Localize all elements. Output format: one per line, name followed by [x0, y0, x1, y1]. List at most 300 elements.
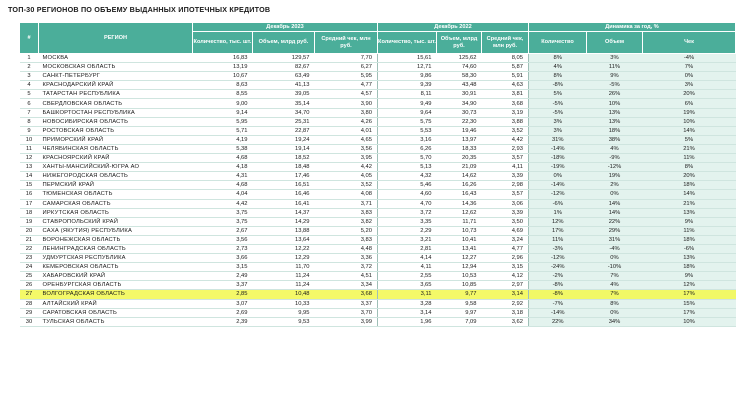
- row-number: 27: [20, 290, 39, 299]
- volume-2023: 35,14: [253, 99, 315, 108]
- row-number: 23: [20, 254, 39, 263]
- volume-2022: 30,73: [437, 108, 482, 117]
- qty-2023: 3,56: [193, 235, 253, 244]
- dyn-qty: -14%: [529, 144, 587, 153]
- dyn-check: 0%: [643, 72, 736, 81]
- volume-2022: 16,43: [437, 190, 482, 199]
- region-name: ТУЛЬСКАЯ ОБЛАСТЬ: [39, 317, 193, 326]
- dyn-volume: 0%: [587, 254, 643, 263]
- region-name: СТАВРОПОЛЬСКИЙ КРАЙ: [39, 217, 193, 226]
- dyn-volume: 13%: [587, 117, 643, 126]
- region-name: ХАНТЫ-МАНСИЙСКИЙ-ЮГРА АО: [39, 163, 193, 172]
- dyn-check: 14%: [643, 126, 736, 135]
- avg-check-2023: 3,90: [315, 99, 378, 108]
- dyn-check: -4%: [643, 54, 736, 63]
- dyn-check: 18%: [643, 263, 736, 272]
- volume-2023: 18,48: [253, 163, 315, 172]
- qty-2023: 16,83: [193, 54, 253, 63]
- dyn-volume: 14%: [587, 199, 643, 208]
- dyn-qty: -5%: [529, 99, 587, 108]
- volume-2022: 43,48: [437, 81, 482, 90]
- volume-2022: 9,58: [437, 299, 482, 308]
- volume-2022: 11,71: [437, 217, 482, 226]
- volume-2022: 22,30: [437, 117, 482, 126]
- volume-2023: 34,70: [253, 108, 315, 117]
- table-row: [20, 290, 736, 299]
- volume-2023: 10,48: [253, 290, 315, 299]
- table-row: [20, 217, 736, 226]
- volume-2023: 39,05: [253, 90, 315, 99]
- table-row: [20, 254, 736, 263]
- dyn-volume: -5%: [587, 81, 643, 90]
- region-name: САХА (ЯКУТИЯ) РЕСПУБЛИКА: [39, 226, 193, 235]
- dyn-volume: 19%: [587, 172, 643, 181]
- region-name: АЛТАЙСКИЙ КРАЙ: [39, 299, 193, 308]
- table-row: [20, 172, 736, 181]
- avg-check-2022: 5,87: [482, 63, 529, 72]
- volume-2023: 17,46: [253, 172, 315, 181]
- row-number: 22: [20, 244, 39, 253]
- region-name: ВОРОНЕЖСКАЯ ОБЛАСТЬ: [39, 235, 193, 244]
- dyn-check: 9%: [643, 217, 736, 226]
- qty-2022: 3,72: [378, 208, 437, 217]
- avg-check-2022: 3,18: [482, 308, 529, 317]
- qty-2022: 5,13: [378, 163, 437, 172]
- dyn-check: 12%: [643, 281, 736, 290]
- qty-2022: 3,28: [378, 299, 437, 308]
- volume-2023: 16,41: [253, 199, 315, 208]
- row-number: 11: [20, 144, 39, 153]
- qty-2023: 4,68: [193, 181, 253, 190]
- row-number: 28: [20, 299, 39, 308]
- qty-2022: 6,26: [378, 144, 437, 153]
- row-number: 9: [20, 126, 39, 135]
- col-header-region: РЕГИОН: [39, 23, 193, 54]
- avg-check-2022: 3,57: [482, 154, 529, 163]
- row-number: 4: [20, 81, 39, 90]
- qty-2022: 3,14: [378, 308, 437, 317]
- avg-check-2023: 6,27: [315, 63, 378, 72]
- table-row: [20, 281, 736, 290]
- volume-2023: 12,22: [253, 244, 315, 253]
- region-name: МОСКВА: [39, 54, 193, 63]
- dyn-volume: 29%: [587, 226, 643, 235]
- avg-check-2023: 3,56: [315, 144, 378, 153]
- avg-check-2022: 4,12: [482, 272, 529, 281]
- table-row: [20, 163, 736, 172]
- table-row: [20, 199, 736, 208]
- region-name: МОСКОВСКАЯ ОБЛАСТЬ: [39, 63, 193, 72]
- dyn-qty: -7%: [529, 299, 587, 308]
- qty-2022: 15,61: [378, 54, 437, 63]
- dyn-volume: 4%: [587, 144, 643, 153]
- region-name: ХАБАРОВСКИЙ КРАЙ: [39, 272, 193, 281]
- dyn-volume: 10%: [587, 99, 643, 108]
- avg-check-2023: 5,95: [315, 72, 378, 81]
- avg-check-2022: 4,69: [482, 226, 529, 235]
- col-header-avg-2023: Средний чек, млн руб.: [315, 32, 378, 54]
- avg-check-2023: 3,80: [315, 108, 378, 117]
- dyn-check: 18%: [643, 235, 736, 244]
- dyn-check: 19%: [643, 108, 736, 117]
- volume-2023: 19,24: [253, 135, 315, 144]
- region-name: ОРЕНБУРГСКАЯ ОБЛАСТЬ: [39, 281, 193, 290]
- qty-2022: 1,96: [378, 317, 437, 326]
- volume-2023: 13,88: [253, 226, 315, 235]
- qty-2022: 2,29: [378, 226, 437, 235]
- dyn-check: 21%: [643, 144, 736, 153]
- avg-check-2022: 3,06: [482, 199, 529, 208]
- volume-2022: 9,97: [437, 308, 482, 317]
- dyn-qty: 31%: [529, 135, 587, 144]
- qty-2022: 5,53: [378, 126, 437, 135]
- region-name: ПРИМОРСКИЙ КРАЙ: [39, 135, 193, 144]
- dyn-qty: 8%: [529, 54, 587, 63]
- qty-2022: 3,65: [378, 281, 437, 290]
- avg-check-2023: 4,01: [315, 126, 378, 135]
- dyn-check: 5%: [643, 135, 736, 144]
- dyn-qty: 11%: [529, 235, 587, 244]
- dyn-volume: 38%: [587, 135, 643, 144]
- col-header-dyn-vol: Объем: [587, 32, 643, 54]
- dyn-volume: 26%: [587, 90, 643, 99]
- dyn-qty: -8%: [529, 281, 587, 290]
- row-number: 14: [20, 172, 39, 181]
- avg-check-2023: 4,48: [315, 244, 378, 253]
- dyn-qty: 4%: [529, 63, 587, 72]
- dyn-qty: -12%: [529, 254, 587, 263]
- qty-2022: 4,11: [378, 263, 437, 272]
- dyn-volume: 8%: [587, 299, 643, 308]
- row-number: 18: [20, 208, 39, 217]
- volume-2023: 41,13: [253, 81, 315, 90]
- table-row: [20, 72, 736, 81]
- avg-check-2022: 3,39: [482, 172, 529, 181]
- table-row: [20, 54, 736, 63]
- volume-2023: 14,37: [253, 208, 315, 217]
- row-number: 8: [20, 117, 39, 126]
- row-number: 12: [20, 154, 39, 163]
- qty-2023: 3,07: [193, 299, 253, 308]
- avg-check-2023: 7,70: [315, 54, 378, 63]
- col-header-qty-2022: Количество, тыс. шт.: [378, 32, 437, 54]
- table-row: [20, 244, 736, 253]
- qty-2023: 4,04: [193, 190, 253, 199]
- qty-2023: 4,68: [193, 154, 253, 163]
- table-body: [20, 54, 736, 327]
- table-row: [20, 90, 736, 99]
- dyn-qty: -14%: [529, 308, 587, 317]
- qty-2022: 2,55: [378, 272, 437, 281]
- row-number: 16: [20, 190, 39, 199]
- avg-check-2022: 4,42: [482, 135, 529, 144]
- volume-2022: 14,36: [437, 199, 482, 208]
- dyn-qty: 5%: [529, 90, 587, 99]
- table-row: [20, 108, 736, 117]
- row-number: 29: [20, 308, 39, 317]
- group-header-2023: Декабрь 2023: [193, 23, 378, 32]
- qty-2022: 2,81: [378, 244, 437, 253]
- avg-check-2023: 3,37: [315, 299, 378, 308]
- table-row: [20, 99, 736, 108]
- row-number: 24: [20, 263, 39, 272]
- dyn-check: 7%: [643, 63, 736, 72]
- dyn-qty: 17%: [529, 226, 587, 235]
- dyn-volume: 4%: [587, 281, 643, 290]
- row-number: 30: [20, 317, 39, 326]
- volume-2022: 7,09: [437, 317, 482, 326]
- qty-2023: 3,15: [193, 263, 253, 272]
- qty-2023: 8,55: [193, 90, 253, 99]
- qty-2023: 2,85: [193, 290, 253, 299]
- volume-2022: 34,90: [437, 99, 482, 108]
- dyn-qty: -12%: [529, 190, 587, 199]
- volume-2022: 12,62: [437, 208, 482, 217]
- qty-2022: 4,14: [378, 254, 437, 263]
- dyn-check: 8%: [643, 163, 736, 172]
- volume-2022: 30,91: [437, 90, 482, 99]
- avg-check-2023: 4,42: [315, 163, 378, 172]
- region-name: ИРКУТСКАЯ ОБЛАСТЬ: [39, 208, 193, 217]
- dyn-check: 9%: [643, 272, 736, 281]
- qty-2023: 4,19: [193, 135, 253, 144]
- dyn-volume: 14%: [587, 208, 643, 217]
- dyn-qty: 0%: [529, 172, 587, 181]
- qty-2023: 3,66: [193, 254, 253, 263]
- qty-2022: 9,49: [378, 99, 437, 108]
- row-number: 6: [20, 99, 39, 108]
- table-row: [20, 181, 736, 190]
- qty-2022: 12,71: [378, 63, 437, 72]
- dyn-volume: 0%: [587, 308, 643, 317]
- col-header-avg-2022: Средний чек, млн руб.: [482, 32, 529, 54]
- dyn-check: 14%: [643, 190, 736, 199]
- region-name: ТАТАРСТАН РЕСПУБЛИКА: [39, 90, 193, 99]
- volume-2023: 9,53: [253, 317, 315, 326]
- dyn-qty: -2%: [529, 272, 587, 281]
- volume-2022: 21,09: [437, 163, 482, 172]
- volume-2022: 20,35: [437, 154, 482, 163]
- dyn-volume: 31%: [587, 235, 643, 244]
- dyn-volume: 18%: [587, 126, 643, 135]
- group-header-2022: Декабрь 2022: [378, 23, 529, 32]
- dyn-check: 10%: [643, 117, 736, 126]
- dyn-volume: 11%: [587, 63, 643, 72]
- qty-2023: 4,31: [193, 172, 253, 181]
- qty-2023: 2,73: [193, 244, 253, 253]
- dyn-check: 15%: [643, 299, 736, 308]
- table-row: [20, 317, 736, 326]
- row-number: 25: [20, 272, 39, 281]
- region-name: ЛЕНИНГРАДСКАЯ ОБЛАСТЬ: [39, 244, 193, 253]
- volume-2023: 25,31: [253, 117, 315, 126]
- dyn-volume: 34%: [587, 317, 643, 326]
- dyn-qty: 3%: [529, 117, 587, 126]
- avg-check-2022: 3,24: [482, 235, 529, 244]
- avg-check-2023: 3,83: [315, 235, 378, 244]
- avg-check-2023: 3,71: [315, 199, 378, 208]
- avg-check-2023: 3,68: [315, 290, 378, 299]
- dyn-check: 3%: [643, 81, 736, 90]
- avg-check-2022: 2,97: [482, 281, 529, 290]
- table-row: [20, 208, 736, 217]
- avg-check-2022: 3,52: [482, 126, 529, 135]
- row-number: 26: [20, 281, 39, 290]
- dyn-qty: -18%: [529, 154, 587, 163]
- region-name: САРАТОВСКАЯ ОБЛАСТЬ: [39, 308, 193, 317]
- col-header-vol-2022: Объем, млрд руб.: [437, 32, 482, 54]
- region-name: НОВОСИБИРСКАЯ ОБЛАСТЬ: [39, 117, 193, 126]
- dyn-qty: 22%: [529, 317, 587, 326]
- qty-2022: 5,70: [378, 154, 437, 163]
- dyn-qty: 12%: [529, 217, 587, 226]
- qty-2023: 2,67: [193, 226, 253, 235]
- dyn-check: 11%: [643, 154, 736, 163]
- dyn-volume: -4%: [587, 244, 643, 253]
- row-number: 5: [20, 90, 39, 99]
- avg-check-2022: 3,81: [482, 90, 529, 99]
- volume-2023: 16,51: [253, 181, 315, 190]
- avg-check-2023: 3,52: [315, 181, 378, 190]
- avg-check-2023: 3,36: [315, 254, 378, 263]
- region-name: БАШКОРТОСТАН РЕСПУБЛИКА: [39, 108, 193, 117]
- volume-2022: 9,77: [437, 290, 482, 299]
- table-row: [20, 308, 736, 317]
- dyn-volume: 2%: [587, 181, 643, 190]
- dyn-qty: -19%: [529, 163, 587, 172]
- avg-check-2022: 2,93: [482, 144, 529, 153]
- qty-2022: 3,35: [378, 217, 437, 226]
- avg-check-2023: 3,82: [315, 217, 378, 226]
- dyn-volume: -9%: [587, 154, 643, 163]
- avg-check-2022: 5,91: [482, 72, 529, 81]
- avg-check-2022: 3,14: [482, 290, 529, 299]
- dyn-check: 11%: [643, 226, 736, 235]
- qty-2022: 5,75: [378, 117, 437, 126]
- dyn-qty: -24%: [529, 263, 587, 272]
- col-header-num: #: [20, 23, 39, 54]
- volume-2023: 11,70: [253, 263, 315, 272]
- qty-2023: 5,71: [193, 126, 253, 135]
- table-row: [20, 117, 736, 126]
- avg-check-2022: 4,63: [482, 81, 529, 90]
- qty-2022: 4,70: [378, 199, 437, 208]
- dyn-qty: 3%: [529, 126, 587, 135]
- qty-2023: 3,37: [193, 281, 253, 290]
- dyn-qty: -3%: [529, 244, 587, 253]
- dyn-check: 18%: [643, 181, 736, 190]
- dyn-check: 21%: [643, 199, 736, 208]
- avg-check-2022: 2,96: [482, 254, 529, 263]
- avg-check-2022: 3,50: [482, 217, 529, 226]
- dyn-qty: -8%: [529, 290, 587, 299]
- volume-2022: 10,41: [437, 235, 482, 244]
- table-row: [20, 154, 736, 163]
- table-row: [20, 135, 736, 144]
- row-number: 2: [20, 63, 39, 72]
- qty-2022: 9,86: [378, 72, 437, 81]
- qty-2022: 8,11: [378, 90, 437, 99]
- dyn-check: 10%: [643, 317, 736, 326]
- volume-2022: 10,53: [437, 272, 482, 281]
- avg-check-2023: 3,95: [315, 154, 378, 163]
- avg-check-2022: 3,19: [482, 108, 529, 117]
- volume-2022: 16,26: [437, 181, 482, 190]
- dyn-volume: 22%: [587, 217, 643, 226]
- volume-2023: 11,24: [253, 281, 315, 290]
- page-title: ТОП-30 РЕГИОНОВ ПО ОБЪЕМУ ВЫДАННЫХ ИПОТЕЧНЫХ КРЕДИТОВ: [8, 5, 271, 14]
- table-row: [20, 272, 736, 281]
- row-number: 21: [20, 235, 39, 244]
- qty-2022: 9,39: [378, 81, 437, 90]
- volume-2022: 12,94: [437, 263, 482, 272]
- volume-2023: 9,95: [253, 308, 315, 317]
- dyn-check: 6%: [643, 99, 736, 108]
- avg-check-2022: 2,92: [482, 299, 529, 308]
- avg-check-2023: 3,83: [315, 208, 378, 217]
- qty-2023: 5,95: [193, 117, 253, 126]
- volume-2023: 22,87: [253, 126, 315, 135]
- avg-check-2022: 3,15: [482, 263, 529, 272]
- dyn-check: 20%: [643, 172, 736, 181]
- volume-2023: 63,49: [253, 72, 315, 81]
- avg-check-2022: 2,98: [482, 181, 529, 190]
- qty-2023: 3,75: [193, 208, 253, 217]
- group-header-dynamics: Динамика за год, %: [529, 23, 736, 32]
- qty-2022: 9,64: [378, 108, 437, 117]
- volume-2022: 13,41: [437, 244, 482, 253]
- avg-check-2023: 3,72: [315, 263, 378, 272]
- row-number: 20: [20, 226, 39, 235]
- region-name: САНКТ-ПЕТЕРБУРГ: [39, 72, 193, 81]
- qty-2022: 4,60: [378, 190, 437, 199]
- volume-2022: 10,73: [437, 226, 482, 235]
- dyn-qty: -6%: [529, 199, 587, 208]
- region-name: НИЖЕГОРОДСКАЯ ОБЛАСТЬ: [39, 172, 193, 181]
- volume-2023: 12,29: [253, 254, 315, 263]
- region-name: КРАСНОЯРСКИЙ КРАЙ: [39, 154, 193, 163]
- row-number: 17: [20, 199, 39, 208]
- dyn-qty: -5%: [529, 108, 587, 117]
- volume-2022: 74,60: [437, 63, 482, 72]
- region-name: КЕМЕРОВСКАЯ ОБЛАСТЬ: [39, 263, 193, 272]
- avg-check-2023: 4,65: [315, 135, 378, 144]
- volume-2022: 10,85: [437, 281, 482, 290]
- col-header-dyn-avg: Чек: [643, 32, 736, 54]
- dyn-qty: -8%: [529, 81, 587, 90]
- region-name: САМАРСКАЯ ОБЛАСТЬ: [39, 199, 193, 208]
- qty-2023: 2,49: [193, 272, 253, 281]
- row-number: 1: [20, 54, 39, 63]
- avg-check-2022: 3,39: [482, 208, 529, 217]
- avg-check-2022: 3,68: [482, 99, 529, 108]
- qty-2023: 4,42: [193, 199, 253, 208]
- volume-2023: 18,52: [253, 154, 315, 163]
- mortgage-table: [19, 22, 736, 327]
- qty-2023: 5,38: [193, 144, 253, 153]
- row-number: 10: [20, 135, 39, 144]
- qty-2023: 4,18: [193, 163, 253, 172]
- volume-2023: 11,24: [253, 272, 315, 281]
- volume-2023: 16,46: [253, 190, 315, 199]
- dyn-volume: 7%: [587, 272, 643, 281]
- volume-2023: 129,57: [253, 54, 315, 63]
- dyn-check: 17%: [643, 290, 736, 299]
- avg-check-2023: 4,77: [315, 81, 378, 90]
- dyn-check: 17%: [643, 308, 736, 317]
- dyn-volume: 3%: [587, 54, 643, 63]
- row-number: 7: [20, 108, 39, 117]
